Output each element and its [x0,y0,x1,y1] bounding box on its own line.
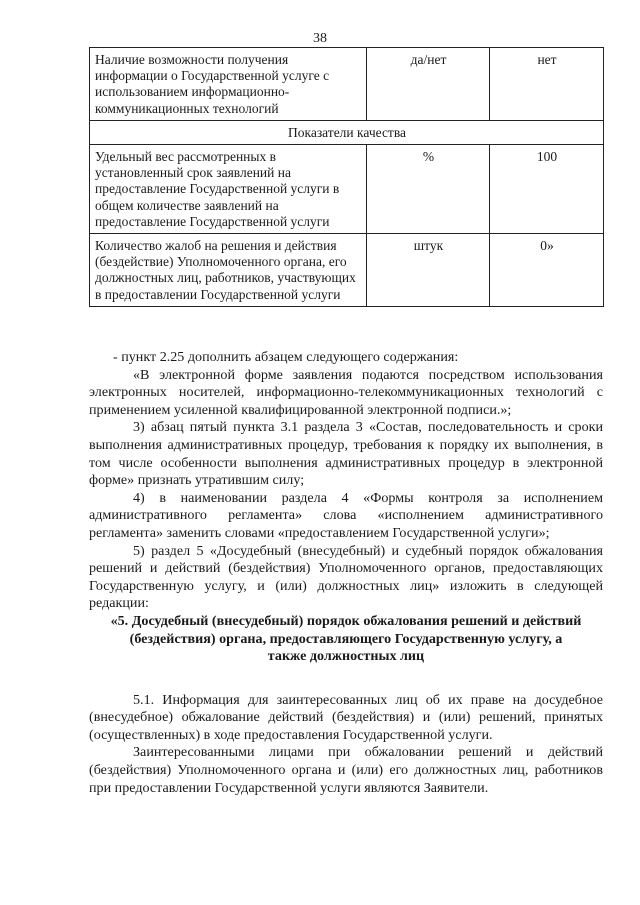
section-title: Показатели качества [90,120,604,144]
page-number: 38 [313,31,327,46]
table-row [90,145,604,234]
spacer [89,666,603,692]
table-row [90,48,604,121]
indicator-unit: да/нет [367,48,490,121]
paragraph: 5.1. Информация для заинтересованных лиц об их праве на досудебное (внесудебное) обжалование действий (бездействия) и (или) решений, принятых (осуществленных) в ходе предоставления Государственной услуги. [89,691,603,743]
indicator-name: Удельный вес рассмотренных в установленный срок заявлений на предоставление Государственной услуги в общем количестве заявлений на предоставление Государственной услуги [90,145,367,234]
table-row [90,234,604,307]
indicator-value: нет [490,48,604,121]
paragraph: 3) абзац пятый пункта 3.1 раздела 3 «Состав, последовательность и сроки выполнения административных процедур, требования к порядку их выполнения, в том числе особенности выполнения административных процедур в электронной форме» признать утратившим силу; [89,419,603,489]
indicator-value: 100 [490,145,604,234]
paragraph: «В электронной форме заявления подаются посредством использования электронных носителей, информационно-телекоммуникационных технологий с применением усиленной квалифицированной электронной подписи.»; [89,366,603,418]
section-heading: «5. Досудебный (внесудебный) порядок обжалования решений и действий (бездействия) органа, предоставляющего Государственную услугу, а также должностных лиц [110,612,582,665]
table-section-row [90,120,604,144]
indicator-unit: % [367,145,490,234]
body-text [89,349,603,797]
indicator-unit: штук [367,234,490,307]
indicator-name: Наличие возможности получения информации о Государственной услуге с использованием информационно-коммуникационных технологий [90,48,367,121]
indicators-table [89,47,604,307]
paragraph: - пункт 2.25 дополнить абзацем следующего содержания: [113,349,459,365]
indicator-name: Количество жалоб на решения и действия (бездействие) Уполномоченного органа, его должностных лиц, работников, участвующих в предоставлении Государственной услуги [90,234,367,307]
paragraph: 5) раздел 5 «Досудебный (внесудебный) и судебный порядок обжалования решений и действий (бездействия) Уполномоченного органов, предоставляющих Государственную услугу, и (или) должностных лиц» изложить в следующей редакции: [89,542,603,612]
paragraph: Заинтересованными лицами при обжаловании решений и действий (бездействия) Уполномоченного органа и (или) его должностных лиц, работников при предоставлении Государственной услуги являются Заявители. [89,744,603,796]
paragraph: 4) в наименовании раздела 4 «Формы контроля за исполнением административного регламента» слова «исполнением административного регламента» заменить словами «предоставлением Государственной услуги»; [89,489,603,541]
indicator-value: 0» [490,234,604,307]
